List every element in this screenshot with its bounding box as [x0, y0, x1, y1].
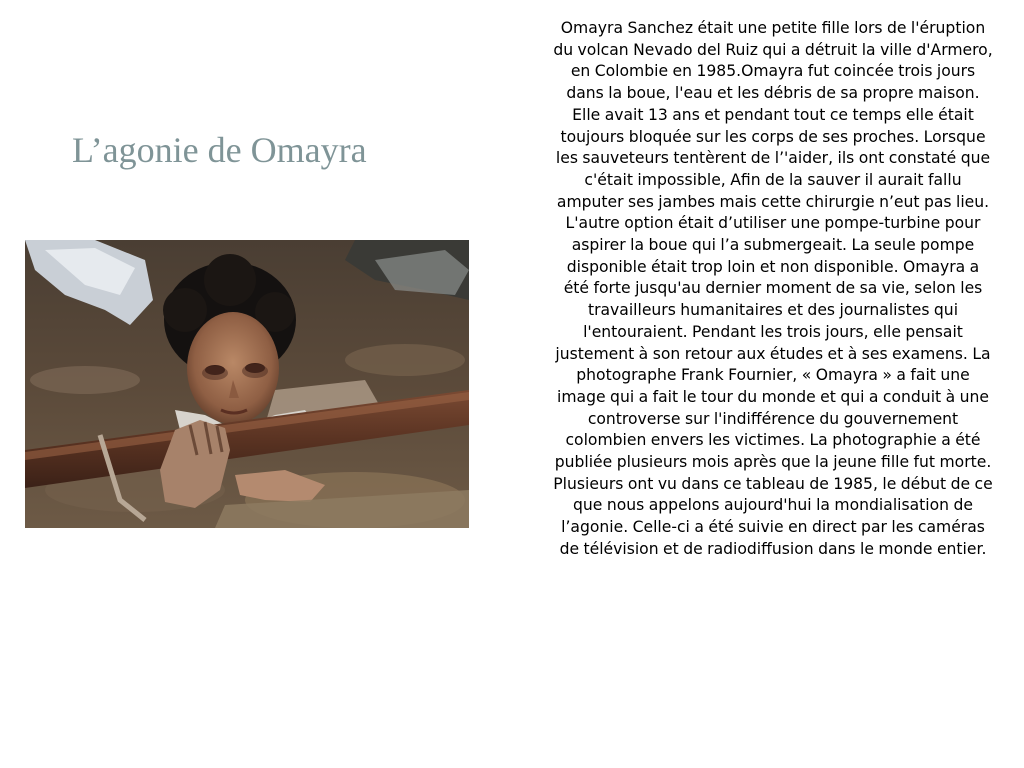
slide-title: L’agonie de Omayra	[72, 130, 367, 170]
photo-omayra	[25, 240, 469, 528]
photo-omayra-in-mud-icon	[25, 240, 469, 528]
body-text: Omayra Sanchez était une petite fille lors de l'éruption du volcan Nevado del Ruiz qui a détruit la ville d'Armero, en Colombie en 1985.Omayra fut coincée trois jours dans la boue, l'eau et les débris de sa propre maison. Elle avait 13 ans et pendant tout ce temps elle était toujours bloquée sur les corps de ses proches. Lorsque les sauveteurs tentèrent de l’'aider, ils ont constaté que c'était impossible, Afin de la sauver il aurait fallu amputer ses jambes mais cette chirurgie n’eut pas lieu. L'autre option était d’utiliser une pompe-turbine pour aspirer la boue qui l’a submergeait. La seule pompe disponible était trop loin et non disponible. Omayra a été forte jusqu'au dernier moment de sa vie, selon les travailleurs humanitaires et des journalistes qui l'entouraient. Pendant les trois jours, elle pensait justement à son retour aux études et à ses examens. La photographe Frank Fournier, « Omayra » a fait une image qui a fait le tour du monde et qui a conduit à une controverse sur l'indifférence du gouvernement colombien envers les victimes. La photographie a été publiée plusieurs mois après que la jeune fille fut morte. Plusieurs ont vu dans ce tableau de 1985, le début de ce que nous appelons aujourd'hui la mondialisation de l’agonie. Celle-ci a été suivie en direct par les caméras de télévision et de radiodiffusion dans le monde entier.	[553, 19, 993, 558]
